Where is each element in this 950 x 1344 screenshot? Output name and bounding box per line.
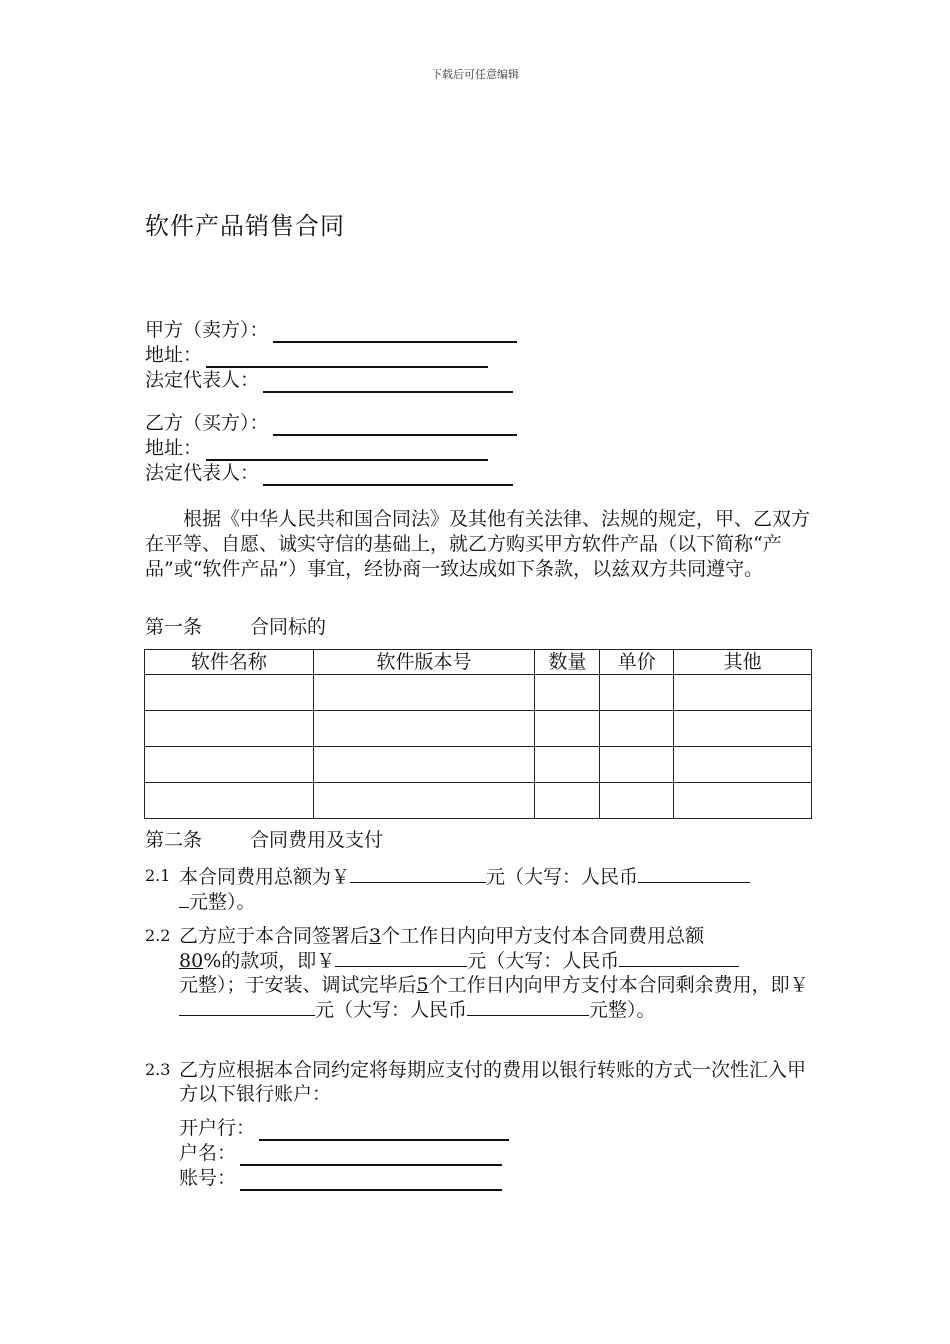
article-1-title: 合同标的 [250,616,327,638]
product-table-header [145,650,812,675]
clause-2-2-text-e: 元整）；于安装、调试完毕后 [179,974,417,996]
party-b-name-row [145,411,517,436]
table-cell[interactable] [600,675,674,711]
clause-2-3-text: 乙方应根据本合同约定将每期应支付的费用以银行转账的方式一次性汇入甲方以下银行账户： [179,1059,807,1105]
party-a-rep-label: 法定代表人： [145,369,260,391]
party-b-block [145,411,517,486]
table-cell[interactable] [674,747,812,783]
table-cell[interactable] [145,783,314,819]
table-cell[interactable] [535,783,600,819]
bank-name-field[interactable] [259,1120,509,1141]
table-cell[interactable] [535,711,600,747]
account-number-field[interactable] [240,1170,502,1191]
account-name-field[interactable] [240,1145,502,1166]
total-amount-words-field-cont[interactable] [179,889,189,908]
clause-2-1 [145,864,813,914]
party-a-rep-field[interactable] [263,372,513,393]
article-1-number: 第一条 [145,616,203,638]
bank-name-row [179,1116,509,1141]
party-a-address-row [145,343,517,368]
party-b-rep-label: 法定代表人： [145,462,260,484]
document-title: 软件产品销售合同 [145,212,345,240]
party-b-address-row [145,436,517,461]
bank-name-label: 开户行： [179,1117,256,1139]
table-cell[interactable] [535,747,600,783]
second-payment-words-field[interactable] [467,997,589,1016]
first-payment-amount-field[interactable] [335,948,467,967]
table-row [145,711,812,747]
table-cell[interactable] [600,747,674,783]
table-row [145,675,812,711]
party-a-address-label: 地址： [145,344,203,366]
clause-2-1-number: 2.1 [145,866,171,885]
preamble-paragraph: 根据《中华人民共和国合同法》及其他有关法律、法规的规定，甲、乙双方在平等、自愿、诚实守信的基础上，就乙方购买甲方软件产品（以下简称“产品”或“软件产品”）事宜，经协商一致达成如下条款，以兹双方共同遵守。 [145,508,811,580]
party-b-name-field[interactable] [273,415,517,436]
product-table [144,649,812,819]
bank-info-block [179,1116,509,1191]
table-cell[interactable] [313,783,535,819]
table-row [145,783,812,819]
clause-2-1-text-c: 元整）。 [189,891,256,913]
account-number-row [179,1166,509,1191]
table-cell[interactable] [145,711,314,747]
article-2-number: 第二条 [145,829,203,851]
header-note: 下载后可任意编辑 [431,68,519,81]
table-row [145,747,812,783]
clause-2-2-text-h: 元整）。 [589,999,656,1021]
clause-2-2-text-a: 乙方应于本合同签署后 [179,925,370,947]
table-cell[interactable] [674,783,812,819]
table-cell[interactable] [145,675,314,711]
table-cell[interactable] [313,747,535,783]
article-2-heading [145,828,383,853]
party-b-rep-field[interactable] [263,465,513,486]
article-2-title: 合同费用及支付 [250,829,384,851]
column-header-unit-price: 单价 [600,650,674,675]
clause-2-2-text-f: 个工作日内向甲方支付本合同剩余费用，即￥ [428,974,809,996]
second-payment-amount-field[interactable] [179,997,315,1016]
party-a-name-label: 甲方（卖方）： [145,319,269,341]
article-1-heading [145,615,326,640]
party-b-address-label: 地址： [145,437,203,459]
party-a-name-field[interactable] [273,322,517,343]
clause-2-2-text-g: 元（大写：人民币 [315,999,468,1021]
table-cell[interactable] [600,711,674,747]
clause-2-3-number: 2.3 [145,1060,171,1079]
table-cell[interactable] [313,711,535,747]
clause-2-3 [145,1058,813,1106]
party-a-address-field[interactable] [206,347,488,368]
account-name-label: 户名： [179,1142,237,1164]
column-header-quantity: 数量 [535,650,600,675]
party-a-block [145,318,517,393]
party-a-rep-row [145,368,517,393]
total-amount-words-field[interactable] [638,864,750,883]
column-header-software-name: 软件名称 [145,650,314,675]
clause-2-2-number: 2.2 [145,926,171,945]
first-payment-percent-field[interactable]: 80 [179,950,204,972]
table-cell[interactable] [674,675,812,711]
party-b-rep-row [145,461,517,486]
column-header-other: 其他 [674,650,812,675]
first-payment-words-field[interactable] [619,948,739,967]
party-a-name-row [145,318,517,343]
party-b-address-field[interactable] [206,440,488,461]
clause-2-2-text-d: 元（大写：人民币 [467,950,620,972]
account-number-label: 账号： [179,1167,237,1189]
account-name-row [179,1141,509,1166]
table-cell[interactable] [535,675,600,711]
clause-2-2-text-b: 个工作日内向甲方支付本合同费用总额 [381,925,705,947]
party-b-name-label: 乙方（买方）： [145,412,269,434]
clause-2-1-text-b: 元（大写：人民币 [486,866,639,888]
table-cell[interactable] [313,675,535,711]
first-payment-days-field[interactable]: 3 [369,925,382,947]
table-cell[interactable] [145,747,314,783]
clause-2-1-text-a: 本合同费用总额为￥ [179,866,351,888]
table-cell[interactable] [674,711,812,747]
column-header-version: 软件版本号 [313,650,535,675]
clause-2-2 [145,924,813,1022]
second-payment-days-field[interactable]: 5 [416,974,429,996]
total-amount-field[interactable] [350,864,486,883]
table-cell[interactable] [600,783,674,819]
clause-2-2-text-c: %的款项，即￥ [203,950,336,972]
